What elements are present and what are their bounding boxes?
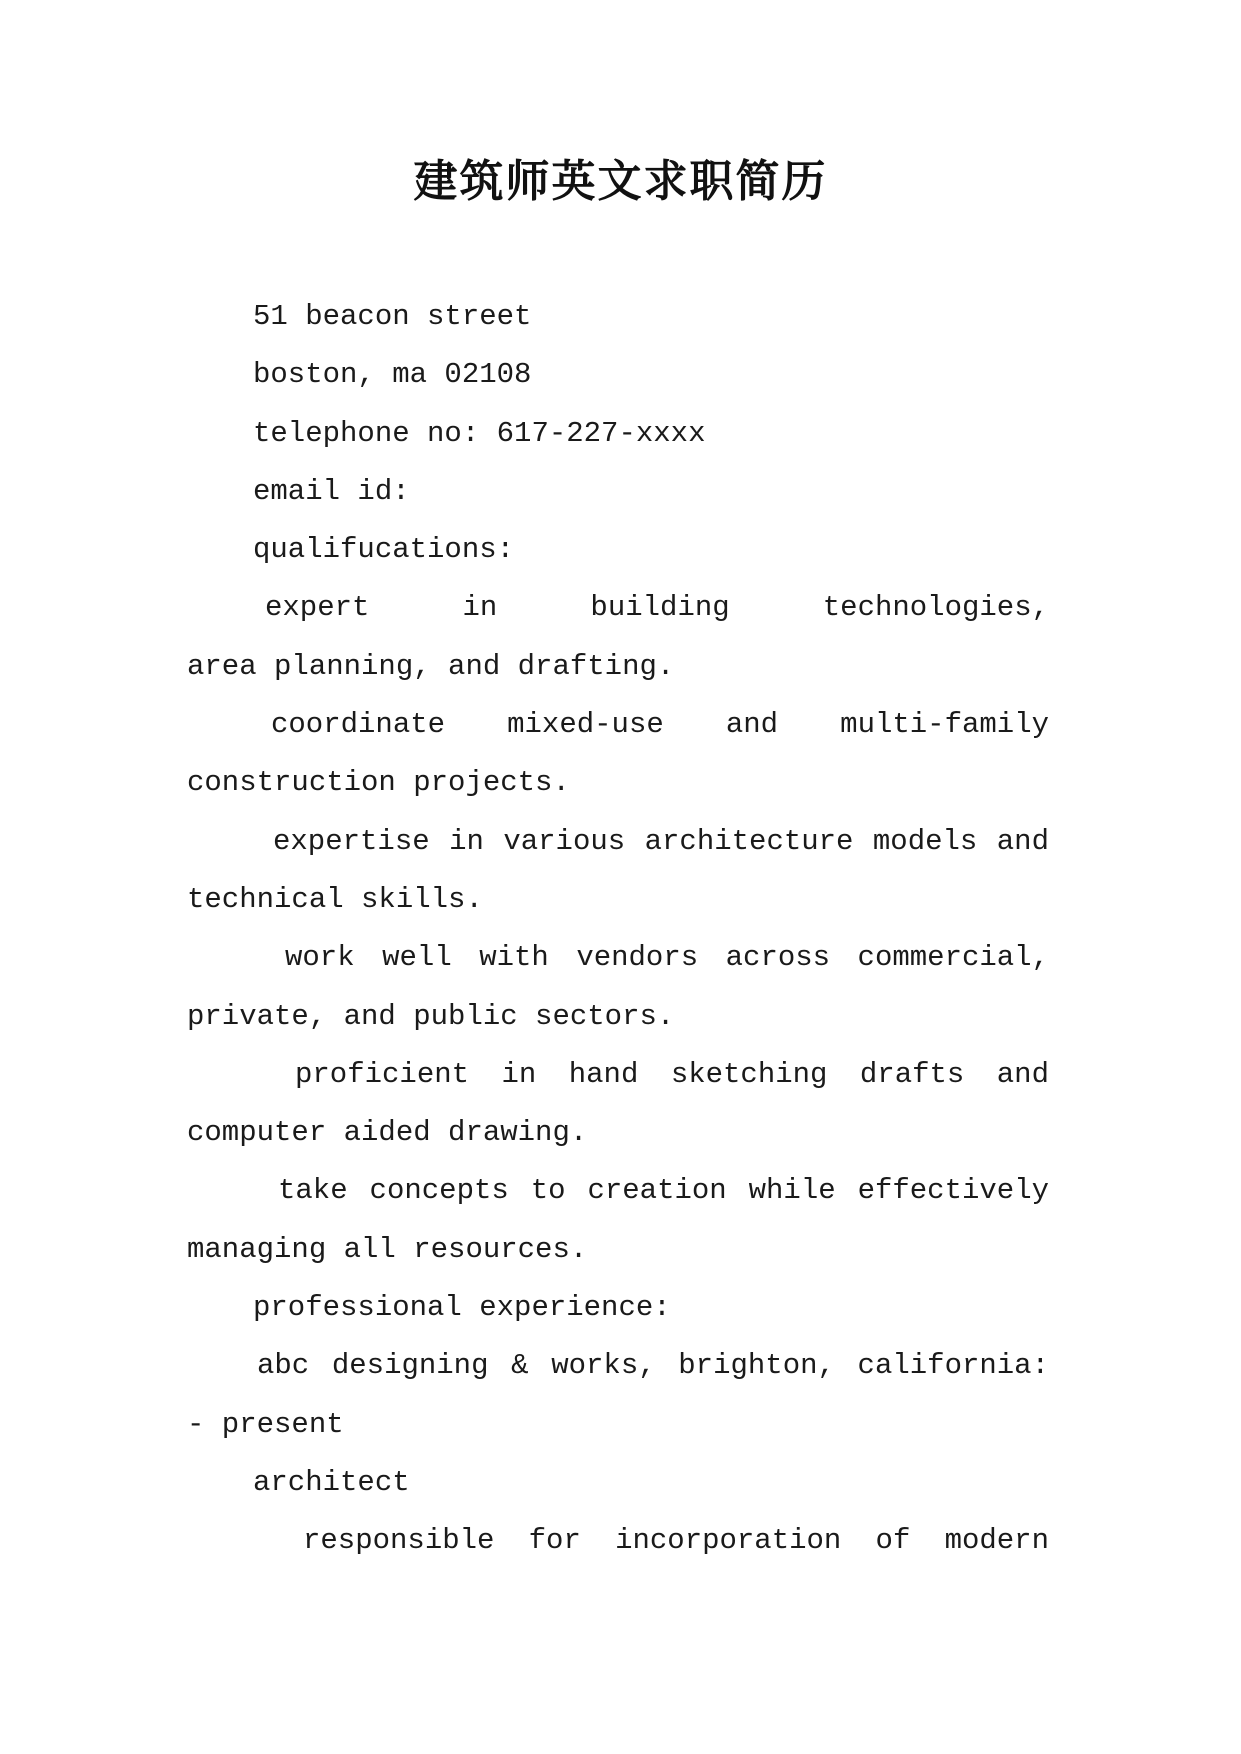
- responsibility-line: responsible for incorporation of modern: [303, 1524, 1049, 1558]
- page-title: 建筑师英文求职简历: [413, 156, 828, 207]
- email-line: email id:: [253, 474, 410, 508]
- qualification-text-continued: technical skills.: [187, 882, 483, 916]
- qualification-item: [187, 1162, 1049, 1279]
- qualification-text-continued: managing all resources.: [187, 1232, 588, 1266]
- experience-heading: professional experience:: [253, 1291, 671, 1325]
- address-line-2: boston, ma 02108: [253, 358, 532, 392]
- employer-line: abc designing & works, brighton, california:: [257, 1349, 1049, 1383]
- qualification-text: take concepts to creation while effectively: [278, 1174, 1049, 1208]
- resume-body: [187, 288, 1049, 1571]
- qualification-text: expert in building technologies,: [265, 591, 1049, 625]
- qualification-item: [187, 1046, 1049, 1163]
- qualification-text-continued: area planning, and drafting.: [187, 649, 675, 683]
- qualifications-heading: qualifucations:: [253, 533, 515, 567]
- qualification-text: coordinate mixed-use and multi-family: [271, 708, 1049, 742]
- qualification-text: work well with vendors across commercial,: [285, 941, 1049, 975]
- qualification-item: [187, 579, 1049, 696]
- qualification-text-continued: construction projects.: [187, 766, 570, 800]
- qualification-item: [187, 813, 1049, 930]
- employer-line-continued: - present: [187, 1407, 344, 1441]
- qualification-item: [187, 696, 1049, 813]
- qualification-text-continued: private, and public sectors.: [187, 999, 675, 1033]
- role-title: architect: [253, 1465, 410, 1499]
- telephone-line: telephone no: 617-227-xxxx: [253, 416, 706, 450]
- qualification-text-continued: computer aided drawing.: [187, 1116, 588, 1150]
- qualification-text: expertise in various architecture models and: [273, 824, 1049, 858]
- qualification-item: [187, 929, 1049, 1046]
- qualification-text: proficient in hand sketching drafts and: [295, 1057, 1049, 1091]
- address-line-1: 51 beacon street: [253, 300, 532, 333]
